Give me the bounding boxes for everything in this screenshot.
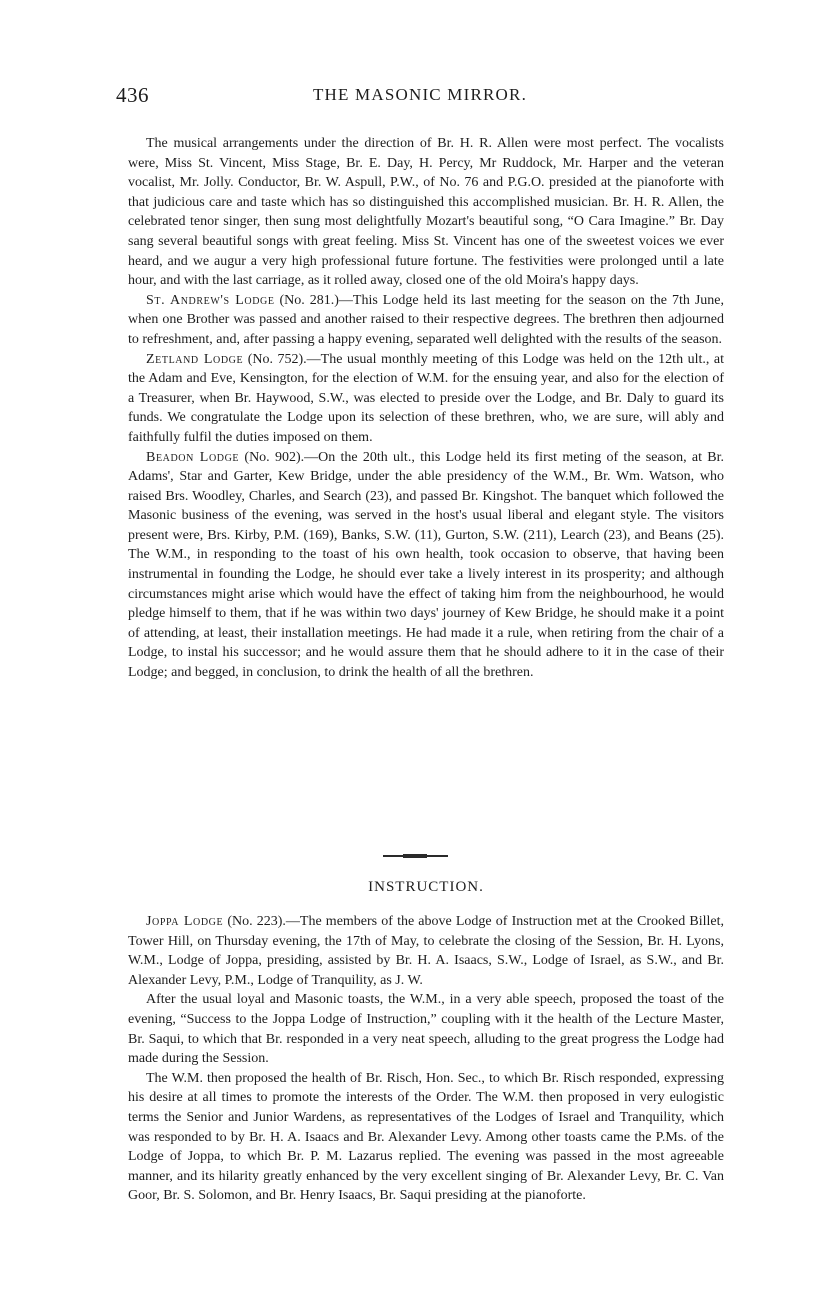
- lodge-name: St. Andrew's Lodge: [146, 292, 275, 308]
- paragraph-text: The W.M. then proposed the health of Br. Risch, Hon. Sec., to which Br. Risch responded, expressing his desire at all times to promote the interests of the Order. The W.M. then proposed in very eulogistic terms the Senior and Junior Wardens, as representatives of the Lodges of Israel and Tranquility, which was responded to by Br. H. A. Isaacs and Br. Alexander Levy. Among other toasts came the P.Ms. of the Lodge of Joppa, to which Br. P. M. Lazarus replied. The evening was passed in the most agreeable manner, and its hilarity greatly enhanced by the very excellent singing of Br. Alexander Levy, Br. C. Van Goor, Br. S. Solomon, and Br. Henry Isaacs, Br. Saqui presiding at the pianoforte.: [128, 1070, 724, 1204]
- paragraph-text: (No. 752).—The usual monthly meeting of this Lodge was held on the 12th ult., at the Adam and Eve, Kensington, for the election of W.M. for the ensuing year, and also for the election of a Treasurer, when Br. Haywood, S.W., was elected to preside over the Lodge, and Br. Daly to guard its funds. We congratulate the Lodge upon its selection of these brethren, who, we are sure, will ably and faithfully fulfil the duties imposed on them.: [128, 351, 724, 445]
- running-title: THE MASONIC MIRROR.: [312, 85, 528, 104]
- paragraph-text: (No. 223).—The members of the above Lodge of Instruction met at the Crooked Billet, Tower Hill, on Thursday evening, the 17th of May, to celebrate the closing of the Session, Br. H. Lyons, W.M., Lodge of Joppa, presiding, assisted by Br. H. A. Isaacs, S.W., Lodge of Israel, as S.W., and Br. Alexander Levy, P.M., Lodge of Tranquility, as J. W.: [128, 914, 724, 988]
- paragraph-text: (No. 902).—On the 20th ult., this Lodge held its first meting of the season, at Br. Adams', Star and Garter, Kew Bridge, under the able presidency of the W.M., Br. Wm. Watson, who raised Brs. Woodley, Charles, and Search (23), and passed Br. Kingshot. The banquet which followed the Masonic business of the evening, was served in the host's usual liberal and elegant style. The visitors present were, Brs. Kirby, P.M. (169), Banks, S.W. (11), Gurton, S.W. (211), Learch (23), and Beans (25). The W.M., in responding to the toast of his own health, took occasion to observe, that having been instrumental in founding the Lodge, he should ever take a lively interest in its prosperity; and although circumstances might arise which would have the effect of taking him from the neighbourhood, he would pledge himself to them, that if he was within two days' journey of Kew Bridge, he should make it a point of attending, at least, their installation meetings. He had made it a rule, when retiring from the chair of a Lodge, to instal his successor; and he would assure them that he should adhere to it in the case of their Lodge; and begged, in conclusion, to drink the health of all the brethren.: [128, 449, 725, 681]
- paragraph-text: (No. 281.)—This Lodge held its last meeting for the season on the 7th June, when one Brother was passed and another raised to their respective degrees. The brethren then adjourned to refreshment, and, after passing a happy evening, separated well delighted with the results of the season.: [128, 292, 724, 347]
- paragraph-text: The musical arrangements under the direction of Br. H. R. Allen were most perfect. The vocalists were, Miss St. Vincent, Miss Stage, Br. E. Day, H. Percy, Mr Ruddock, Mr. Harper and the veteran vocalist, Mr. Jolly. Conductor, Br. W. Aspull, P.W., of No. 76 and P.G.O. presided at the pianoforte with that judicious care and taste which has so distinguished this accomplished musician. Br. H. R. Allen, the celebrated tenor singer, then sung most delightfully Mozart's beautiful song, “O Cara Imagine.” Br. Day sang several beautiful songs with great feeling. Miss St. Vincent has one of the sweetest voices we ever heard, and we augur a very high professional future fortune. The festivities were prolonged until a late hour, and with the last carriage, as it rolled away, closed one of the old Moira's happy days.: [128, 136, 724, 289]
- paragraph-joppa-lodge: [128, 912, 724, 990]
- lodge-name: Beadon Lodge: [146, 449, 240, 465]
- paragraph-closing: [128, 1069, 724, 1206]
- paragraph-beadon-lodge: [128, 448, 724, 683]
- paragraph-text: After the usual loyal and Masonic toasts, the W.M., in a very able speech, proposed the toast of the evening, “Success to the Joppa Lodge of Instruction,” coupling with it the health of the Lecture Master, Br. Saqui, to which that Br. responded in a very neat speech, alluding to the great progress the Lodge had made during the Session.: [128, 992, 724, 1067]
- paragraph-st-andrews-lodge: [128, 291, 724, 350]
- paragraph-toasts: [128, 990, 724, 1068]
- lodge-name: Zetland Lodge: [146, 351, 244, 367]
- paragraph-musical-arrangements: [128, 134, 724, 291]
- paragraph-zetland-lodge: [128, 350, 724, 448]
- page-header: [116, 83, 724, 109]
- instruction-reports: [128, 912, 724, 1206]
- lodge-reports: [128, 134, 724, 683]
- lodge-name: Joppa Lodge: [146, 914, 224, 929]
- section-divider: [383, 855, 448, 857]
- section-heading-instruction: INSTRUCTION.: [368, 879, 484, 895]
- page-number: 436: [116, 83, 149, 107]
